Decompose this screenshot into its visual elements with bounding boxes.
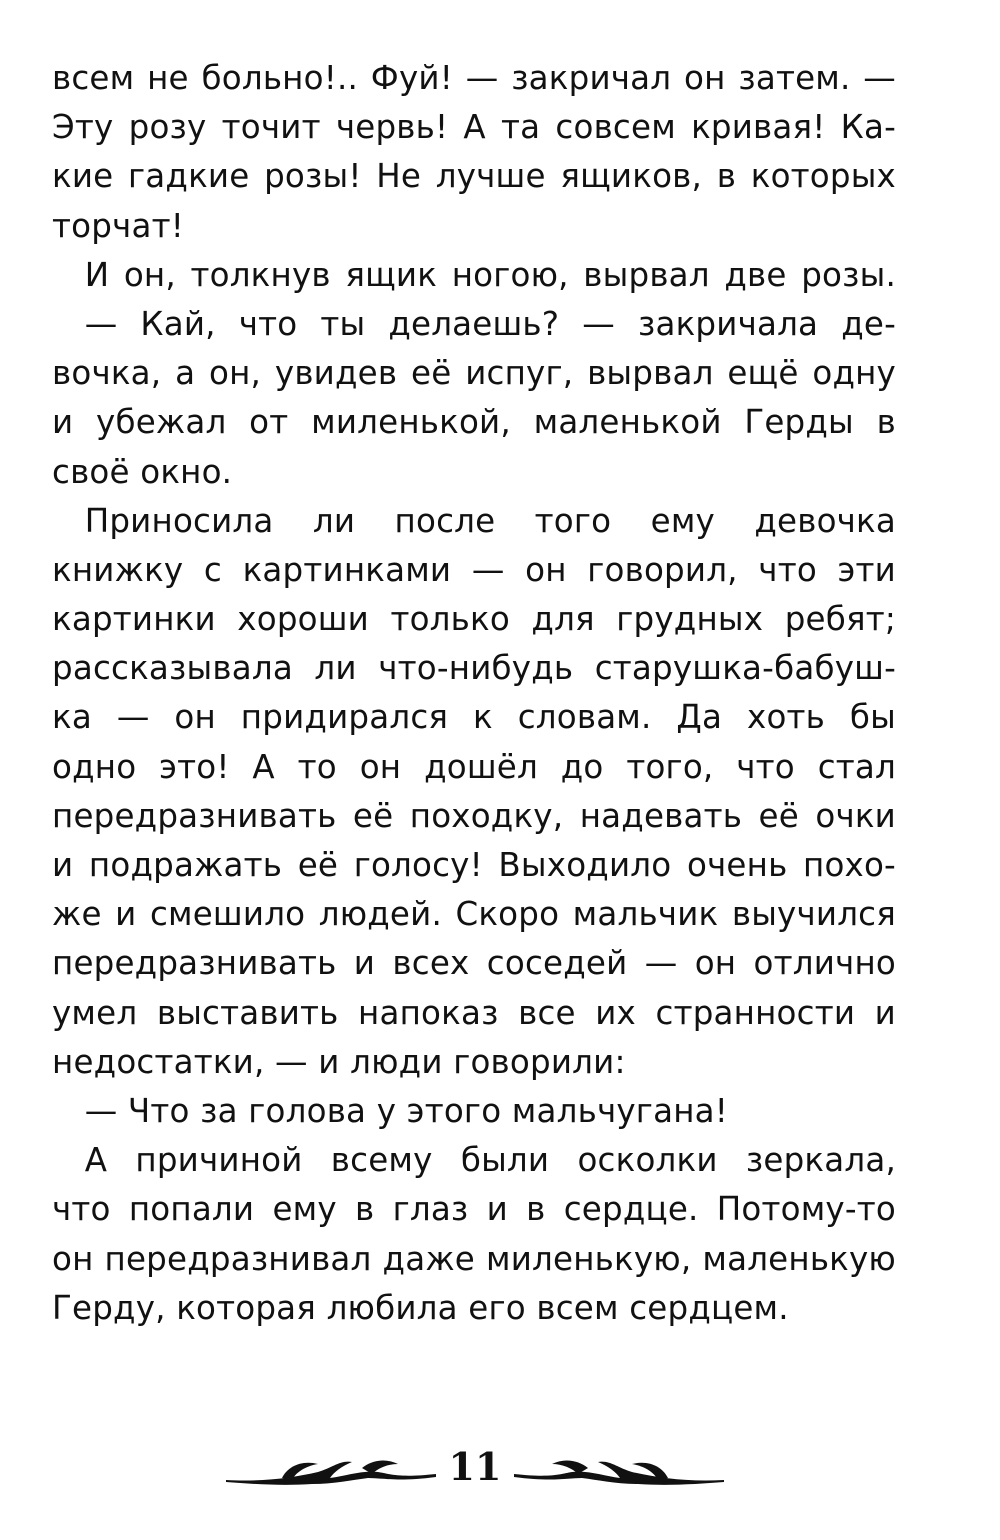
text-line: рассказывала ли что-нибудь старушка-бабуш- — [52, 649, 896, 688]
left-flourish-ornament — [222, 1452, 442, 1492]
page-number: 11 — [448, 1444, 502, 1489]
text-line: передразнивать её походку, надевать её очки — [52, 796, 896, 835]
right-flourish-ornament — [508, 1452, 728, 1492]
text-line: передразнивать и всех соседей — он отлично — [52, 944, 896, 983]
text-line: кие гадкие розы! Не лучше ящиков, в которых — [52, 157, 896, 196]
text-line: А причиной всему были осколки зеркала, — [52, 1141, 896, 1180]
page-footer — [0, 1440, 1000, 1540]
text-line: ка — он придирался к словам. Да хоть бы — [52, 698, 896, 737]
text-line: — Что за голова у этого мальчугана! — [52, 1091, 728, 1130]
text-line: умел выставить напоказ все их странности и — [52, 993, 896, 1032]
text-line: и убежал от миленькой, маленькой Герды в — [52, 403, 896, 442]
text-line: своё окно. — [52, 452, 233, 491]
body-text — [52, 54, 896, 1333]
text-line: вочка, а он, увидев её испуг, вырвал ещё одну — [52, 354, 896, 393]
text-line: одно это! А то он дошёл до того, что стал — [52, 747, 896, 786]
text-line: книжку с картинками — он говорил, что эти — [52, 550, 896, 589]
text-line: недостатки, — и люди говорили: — [52, 1042, 626, 1081]
text-line: картинки хороши только для грудных ребят; — [52, 600, 896, 639]
text-line: же и смешило людей. Скоро мальчик выучился — [52, 895, 896, 934]
text-line: Приносила ли после того ему девочка — [52, 501, 896, 540]
text-line: и подражать её голосу! Выходило очень похо- — [52, 846, 896, 884]
text-line: — Кай, что ты делаешь? — закричала де- — [52, 304, 896, 343]
text-line: торчат! — [52, 206, 184, 245]
text-line: что попали ему в глаз и в сердце. Потому-то — [52, 1190, 896, 1229]
text-line: он передразнивал даже миленькую, маленькую — [52, 1239, 896, 1278]
text-line: Эту розу точит червь! А та совсем кривая! Ка- — [52, 108, 896, 147]
text-line: всем не больно!.. Фуй! — закричал он затем. — — [52, 59, 896, 97]
text-line: Герду, которая любила его всем сердцем. — [52, 1288, 789, 1327]
text-line: И он, толкнув ящик ногою, вырвал две розы. — [52, 255, 896, 294]
